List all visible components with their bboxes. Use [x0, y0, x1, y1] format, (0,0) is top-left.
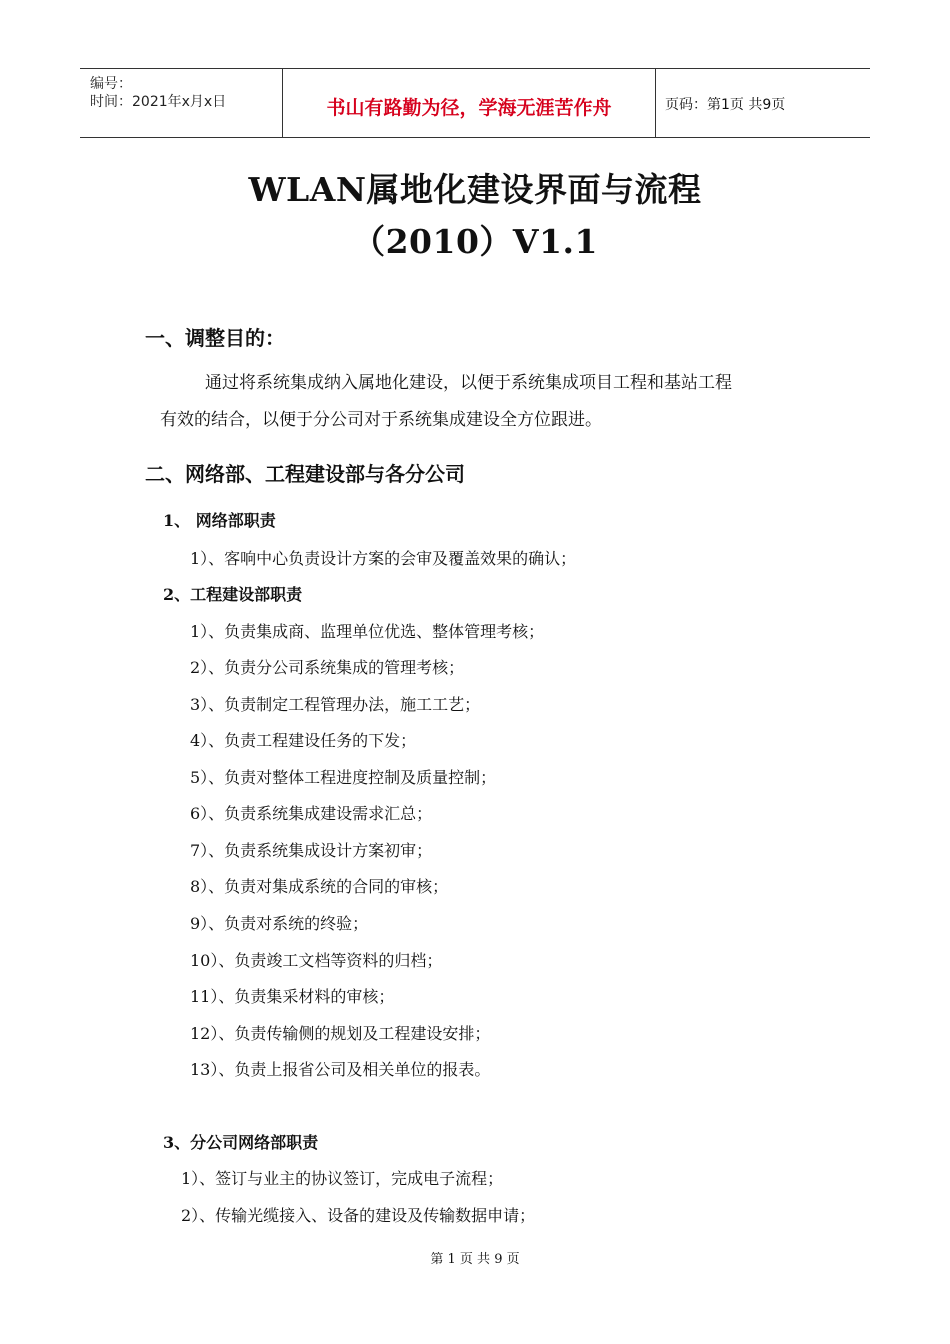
list-item: 2）、负责分公司系统集成的管理考核；	[190, 658, 465, 677]
list-item: 7）、负责系统集成设计方案初审；	[190, 841, 433, 860]
list-item: 1）、负责集成商、监理单位优选、整体管理考核；	[190, 622, 545, 641]
list-item: 10）、负责竣工文档等资料的归档；	[190, 951, 443, 970]
time-label: 时间：2021年x月x日	[90, 94, 227, 110]
subheading-branch-network-dept: 3、分公司网络部职责	[163, 1133, 319, 1152]
purpose-paragraph-line2: 有效的结合，以便于分公司对于系统集成建设全方位跟进。	[160, 410, 602, 430]
page-footer: 第 1 页 共 9 页	[430, 1252, 520, 1267]
document-title: WLAN属地化建设界面与流程	[248, 170, 702, 209]
subheading-engineering-dept: 2、工程建设部职责	[163, 585, 303, 604]
list-item: 13）、负责上报省公司及相关单位的报表。	[190, 1060, 491, 1079]
list-item: 8）、负责对集成系统的合同的审核；	[190, 877, 449, 896]
list-item: 2）、传输光缆接入、设备的建设及传输数据申请；	[181, 1206, 536, 1225]
list-item: 1）、客响中心负责设计方案的会审及覆盖效果的确认；	[190, 549, 577, 568]
section-heading-responsibilities: 二、网络部、工程建设部与各分公司	[145, 462, 465, 486]
list-item: 11）、负责集采材料的审核；	[190, 987, 395, 1006]
purpose-paragraph-line1: 通过将系统集成纳入属地化建设，以便于系统集成项目工程和基站工程	[205, 373, 732, 393]
list-item: 12）、负责传输侧的规划及工程建设安排；	[190, 1024, 491, 1043]
list-item: 5）、负责对整体工程进度控制及质量控制；	[190, 768, 497, 787]
document-subtitle: （2010）V1.1	[352, 222, 598, 261]
list-item: 6）、负责系统集成建设需求汇总；	[190, 804, 433, 823]
header-motto-cell	[282, 69, 656, 137]
page-info: 页码：第1页 共9页	[665, 97, 786, 113]
list-item: 9）、负责对系统的终验；	[190, 914, 369, 933]
header-meta-cell	[80, 69, 282, 137]
motto: 书山有路勤为径，学海无涯苦作舟	[326, 97, 612, 119]
header-page-cell	[655, 69, 870, 137]
section-heading-purpose: 一、调整目的：	[145, 326, 285, 350]
number-label: 编号：	[90, 76, 132, 92]
document-header	[80, 68, 870, 138]
list-item: 3）、负责制定工程管理办法，施工工艺；	[190, 695, 481, 714]
list-item: 1）、签订与业主的协议签订，完成电子流程；	[181, 1169, 504, 1188]
subheading-network-dept: 1、 网络部职责	[163, 511, 276, 530]
list-item: 4）、负责工程建设任务的下发；	[190, 731, 417, 750]
